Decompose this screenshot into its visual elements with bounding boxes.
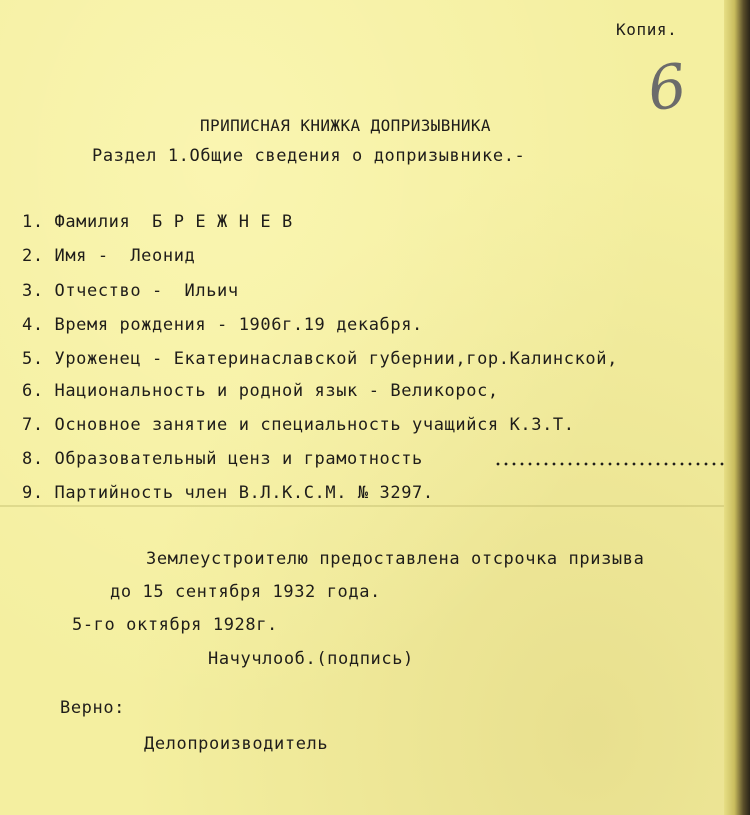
item-education: 8. Образовательный ценз и грамотность [22, 449, 423, 469]
section-heading: Раздел 1.Общие сведения о допризывнике.- [92, 146, 526, 166]
clerk-title: Делопроизводитель [144, 734, 329, 754]
page-edge-shadow [724, 0, 750, 815]
page-number-mark: 6 [643, 50, 691, 126]
document-date: 5-го октября 1928г. [72, 615, 278, 635]
item-party: 9. Партийность член В.Л.К.С.М. № 3297. [22, 483, 434, 503]
item-birth-date: 4. Время рождения - 1906г.19 декабря. [22, 315, 423, 335]
item-surname: 1. Фамилия Б Р Е Ж Н Е В [22, 212, 293, 232]
item-nationality: 6. Национальность и родной язык - Великорос, [22, 381, 499, 401]
certified-label: Верно: [60, 698, 126, 718]
document-title: ПРИПИСНАЯ КНИЖКА ДОПРИЗЫВНИКА [200, 116, 491, 135]
item-name: 2. Имя - Леонид [22, 246, 196, 266]
item-patronymic: 3. Отчество - Ильич [22, 281, 239, 301]
copy-label: Копия. [616, 20, 678, 39]
paper-fold [0, 505, 736, 507]
dotted-leader [494, 458, 736, 470]
deferment-line-2: до 15 сентября 1932 года. [110, 582, 381, 602]
deferment-line-1: Землеустроителю предоставлена отсрочка призыва [146, 549, 645, 569]
item-occupation: 7. Основное занятие и специальность учащийся К.З.Т. [22, 415, 575, 435]
item-birthplace: 5. Уроженец - Екатеринаславской губернии,гор.Калинской, [22, 349, 618, 369]
signature-line: Начучлооб.(подпись) [208, 649, 414, 669]
